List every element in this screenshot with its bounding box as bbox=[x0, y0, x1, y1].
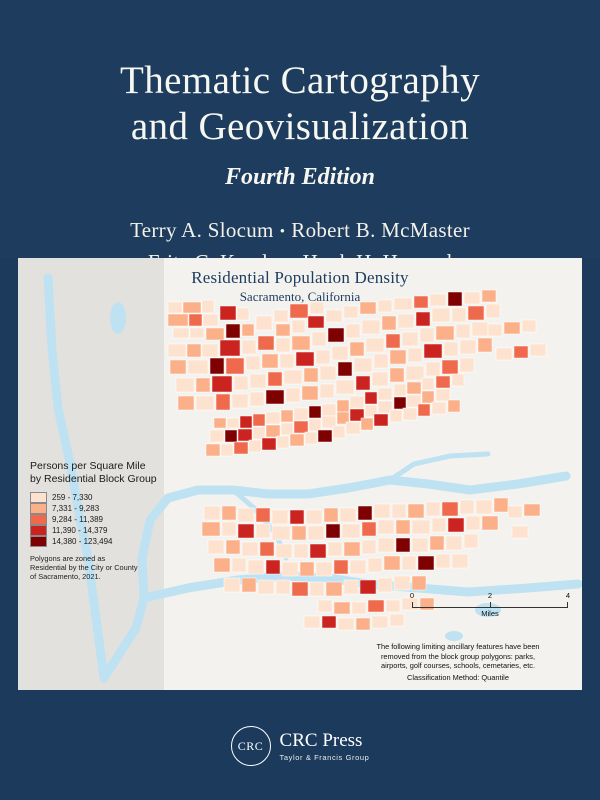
map-subtitle: Sacramento, California bbox=[239, 289, 361, 304]
legend-swatch-icon bbox=[30, 503, 47, 514]
legend-rows bbox=[30, 492, 160, 547]
map-title-block bbox=[18, 268, 582, 305]
legend-item bbox=[30, 536, 160, 547]
scalebar-tick bbox=[490, 602, 491, 608]
author-1: Terry A. Slocum bbox=[130, 218, 274, 242]
legend-title bbox=[30, 460, 160, 486]
map-note-line-3: airports, golf courses, schools, cemetaries, etc. bbox=[380, 661, 536, 670]
authors-row-1 bbox=[0, 215, 600, 247]
scalebar-label-2: 2 bbox=[487, 591, 493, 600]
edition-label: Fourth Edition bbox=[224, 164, 376, 190]
legend-swatch-icon bbox=[30, 492, 47, 503]
title-block bbox=[0, 0, 600, 258]
legend-label: 259 - 7,330 bbox=[52, 493, 93, 502]
publisher-text bbox=[280, 731, 370, 762]
scalebar-units: Miles bbox=[481, 609, 499, 618]
legend-item bbox=[30, 492, 160, 503]
legend-note: Polygons are zoned as Residential by the City or County of Sacramento, 2021. bbox=[30, 554, 138, 581]
map-legend bbox=[30, 460, 160, 581]
author-separator-icon: • bbox=[279, 224, 286, 241]
cover-map bbox=[18, 258, 582, 690]
map-note-line-2: removed from the block group polygons: parks, bbox=[380, 651, 536, 661]
publisher-imprint: Taylor & Francis Group bbox=[279, 752, 370, 762]
legend-item bbox=[30, 525, 160, 536]
map-scalebar bbox=[409, 591, 571, 618]
legend-title-line-1: Persons per Square Mile bbox=[30, 460, 146, 472]
legend-swatch-icon bbox=[30, 514, 47, 525]
title-line-1: Thematic Cartography bbox=[120, 59, 480, 102]
publisher-block bbox=[0, 726, 600, 766]
legend-swatch-icon bbox=[30, 525, 47, 536]
scalebar-tick bbox=[567, 602, 568, 608]
legend-item bbox=[30, 514, 160, 525]
legend-swatch-icon bbox=[30, 536, 47, 547]
legend-title-line-2: by Residential Block Group bbox=[30, 473, 157, 485]
scalebar-ticks bbox=[409, 591, 571, 608]
map-classification-method: Classification Method: Quantile bbox=[407, 672, 509, 682]
legend-item bbox=[30, 503, 160, 514]
map-note-line-1: The following limiting ancillary features have been bbox=[376, 642, 540, 651]
scalebar-label-0: 0 bbox=[409, 591, 415, 600]
page-title bbox=[0, 0, 600, 150]
legend-label: 9,284 - 11,389 bbox=[52, 515, 104, 524]
legend-label: 14,380 - 123,494 bbox=[52, 537, 113, 546]
legend-label: 7,331 - 9,283 bbox=[52, 504, 100, 513]
map-title: Residential Population Density bbox=[191, 268, 409, 287]
map-note bbox=[344, 642, 572, 682]
title-line-2: and Geovisualization bbox=[130, 105, 470, 148]
crc-logo-group bbox=[231, 726, 370, 766]
publisher-name: CRC Press bbox=[279, 729, 363, 751]
author-2: Robert B. McMaster bbox=[291, 218, 470, 242]
scalebar-tick bbox=[412, 602, 413, 608]
scalebar-label-4: 4 bbox=[565, 591, 571, 600]
crc-logo-icon: CRC bbox=[231, 726, 271, 766]
legend-label: 11,390 - 14,379 bbox=[52, 526, 108, 535]
